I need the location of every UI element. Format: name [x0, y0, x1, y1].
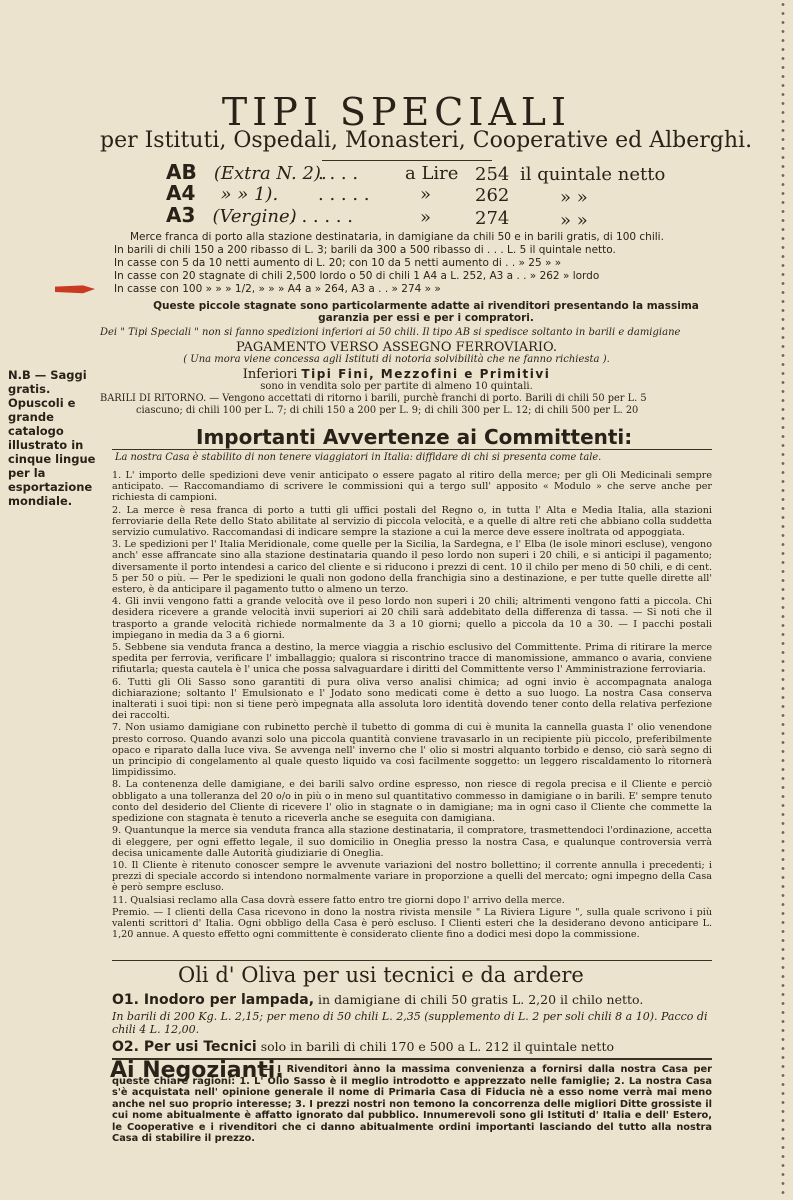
oli-item-1-line2: In barili di 200 Kg. L. 2,15; per meno di 50 chili L. 2,35 (supplemento di L. 2 per soli chili 8 a 10). Pacco di chili 4 L. 12,00. — [112, 1010, 708, 1036]
price-value: 262 — [475, 185, 510, 206]
negozianti-text: — I Rivenditori ànno la massima convenienza a fornirsi dalla nostra Casa per queste chiare ragioni: 1. L' Olio Sasso è il meglio introdotto e apprezzato nelle famiglie; 2. La nostra Casa s'è acquistata nell' opinione generale il nome di Primaria Casa di Fiducia nè a esso nome verrà mai meno anche nel suo proprio interesse; 3. I prezzi nostri non temono la concorrenza delle migliori Ditte grossiste il cui nome abitualmente è affatto ignorato dal pubblico. Innumerevoli sono gli Istituti d' Italia e dell' Estero, le Cooperative e i rivenditori che ci danno abitualmente ordini importanti lasciando del tutto alla nostra Casa di stabilire il prezzo. — [112, 1064, 712, 1144]
price-code: A3 — [166, 203, 196, 227]
inferiori-types: Tipi Fini, Mezzofini e Primitivi — [301, 367, 551, 381]
price-desc: (Extra N. 2). — [213, 163, 327, 184]
sidebar-note: N.B — Saggi gratis. Opuscoli e grande catalogo illustrato in cinque lingue per la esportazione mondiale. — [8, 368, 96, 508]
payment-line: PAGAMENTO VERSO ASSEGNO FERROVIARIO. — [235, 340, 558, 355]
negozianti-heading: Ai Negozianti. — [110, 1058, 284, 1083]
term-line: In casse con 20 stagnate di chili 2,500 lordo o 50 di chili 1 A4 a L. 252, A3 a . . » 262 » lordo — [114, 270, 600, 282]
price-desc: » » 1). — [220, 184, 279, 205]
price-code: AB — [166, 160, 197, 184]
inferiori-line — [0, 367, 793, 382]
payment-note: ( Una mora viene concessa agli Istituti di notoria solvibilità che ne fanno richiesta ). — [183, 354, 610, 365]
oli-item-2-title: O2. Per usi Tecnici — [112, 1039, 257, 1055]
avvertenza-item: 2. La merce è resa franca di porto a tutti gli uffici postali del Regno o, in tutta l' Alta e Media Italia, alla stazioni ferroviarie della Rete dello Stato abilitate al servizio di piccola velocità, e a quelle di altre reti che abbiano colla suddetta servizio cumulativo. Raccomandasi di indicare sempre la stazione a cui la merce deve essere inoltrata od appoggiata. — [112, 504, 712, 539]
price-dots: . . . . . . — [290, 206, 353, 227]
page-subtitle: per Istituti, Ospedali, Monasteri, Cooperative ed Alberghi. — [100, 128, 753, 153]
avvertenza-item: 1. L' importo delle spedizioni deve venir anticipato o essere pagato al ritiro della merce; per gli Oli Medicinali sempre anticipato. — Raccomandiamo di scrivere le commissioni qui a tergo sull' apposito « Modulo » che serve anche per richiesta di campioni. — [112, 470, 712, 504]
price-code: A4 — [166, 181, 196, 205]
term-line: In casse con 5 da 10 netti aumento di L. 20; con 10 da 5 netti aumento di . . » 25 » » — [114, 257, 562, 269]
price-dots: . . . . . — [318, 184, 370, 205]
avvertenza-item: 5. Sebbene sia venduta franca a destino, la merce viaggia a rischio esclusivo del Committente. Prima di ritirare la merce spedita per ferrovia, verificare l' imballaggio; qualora si riscontrino tracce di manomissione, ammanco o avaria, conviene rifiutarla; questa cautela è l' unica che possa salvaguardare i diritti del Committente verso l' Amministrazione ferroviaria. — [112, 642, 712, 676]
inferiori-note: sono in vendita solo per partite di almeno 10 quintali. — [260, 381, 533, 392]
page-title: TIPI SPECIALI — [221, 90, 572, 134]
price-unit: il quintale netto — [520, 164, 666, 185]
stagnate-note: Queste piccole stagnate sono particolarmente adatte ai rivenditori presentando la massima garanzia per essi e per i compratori. — [153, 300, 699, 324]
oli-item-2-text: solo in barili di chili 170 e 500 a L. 212 il quintale netto — [260, 1039, 615, 1054]
avvertenza-item: 8. La contenenza delle damigiane, e dei barili salvo ordine espresso, non riesce di regola precisa e il Cliente e perciò obbligato a una tolleranza del 20 o/o in più o in meno sul quantitativo commesso in damigiane o in barili. E' sempre tenuto conto del desiderio del Cliente di ricevere l' olio in stagnate o in damigiane; ma in ogni caso il Cliente che commette la spedizione con stagnata è tenuto a riceverla anche se eseguita con damigiana. — [112, 779, 712, 825]
price-row-a4 — [166, 181, 278, 205]
divider — [322, 160, 492, 161]
price-dots: . . . . — [318, 163, 359, 184]
barili-ritorno-2: ciascuno; di chili 100 per L. 7; di chili 150 a 200 per L. 9; di chili 300 per L. 12; di chili 500 per L. 20 — [136, 405, 639, 416]
oli-heading: Oli d' Oliva per usi tecnici e da ardere — [178, 963, 584, 987]
divider — [112, 449, 712, 450]
avvertenza-item: 6. Tutti gli Oli Sasso sono garantiti di pura oliva verso analisi chimica; ad ogni invio è accompagnata analoga dichiarazione; soltanto l' Emulsionato e l' Jodato sono medicati come è detto a suo luogo. La nostra Casa conserva inalterati i suoi tipi: non si tiene però impegnata alla assoluta loro identità dovendo tener conto della relativa perfezione dei raccolti. — [112, 676, 712, 722]
term-line: In casse con 100 » » » 1/2, » » » A4 a » 264, A3 a . . » 274 » » — [114, 283, 441, 295]
price-value: 254 — [475, 164, 510, 185]
price-unit: » » — [560, 187, 588, 208]
price-desc: (Vergine) — [212, 206, 297, 227]
barili-ritorno: BARILI DI RITORNO. — Vengono accettati di ritorno i barili, purchè franchi di porto. Barili di chili 50 per L. 5 — [100, 393, 647, 404]
oli-item-2 — [112, 1039, 614, 1055]
oli-item-1 — [112, 992, 643, 1008]
price-currency: a Lire — [405, 163, 459, 184]
perforated-edge — [781, 0, 785, 1200]
avvertenze-heading: Importanti Avvertenze ai Committenti: — [196, 425, 633, 449]
inferiori-label: Inferiori — [242, 367, 298, 382]
avvertenza-item: 10. Il Cliente è ritenuto conoscer sempre le avvenute variazioni del nostro bollettino; il corrente annulla i precedenti; i prezzi di speciale accordo si intendono normalmente variare in proporzione a quelli del mercato; ogni impegno della Casa è però sempre escluso. — [112, 859, 712, 894]
avvertenze-list — [112, 470, 712, 940]
price-row-a3 — [166, 203, 297, 227]
divider — [112, 960, 712, 961]
price-currency: » — [420, 184, 432, 205]
term-line: Merce franca di porto alla stazione destinataria, in damigiane da chili 50 e in barili gratis, di 100 chili. — [130, 231, 664, 243]
pointing-hand-icon — [55, 283, 95, 295]
price-unit: » » — [560, 210, 588, 231]
avvertenza-item: 7. Non usiamo damigiane con rubinetto perchè il tubetto di gomma di cui è munita la cannella guasta l' olio venendone presto corroso. Quando avanzi solo una piccola quantità conviene travasarlo in un recipiente più piccolo, preferibilmente opaco e riparato dalla luce viva. Se avvenga nell' inverno che l' olio si mostri alquanto torbido e denso, ciò sarà segno di un principio di congelamento al quale questo liquido va così facilmente soggetto: un leggero riscaldamento lo ritornerà limpidissimo. — [112, 722, 712, 779]
avvertenza-item: 4. Gli invii vengono fatti a grande velocità ove il peso lordo non superi i 20 chili; altrimenti vengono fatti a piccola. Chi desidera ricevere a grande velocità invii superiori ai 20 chili sarà addebitato della differenza di tassa. — Si noti che il trasporto a grande velocità richiede normalmente da 3 a 10 giorni; quello a piccola da 10 a 30. — I pacchi postali impiegano in media da 3 a 6 giorni. — [112, 596, 712, 641]
avvertenze-subheading: La nostra Casa è stabilito di non tenere viaggiatori in Italia: diffidare di chi si presenta come tale. — [115, 452, 602, 463]
shipping-note: Dei " Tipi Speciali " non si fanno spedizioni inferiori ai 50 chili. Il tipo AB si spedisce soltanto in barili e damigiane — [100, 327, 681, 338]
oli-item-1-text: in damigiane di chili 50 gratis L. 2,20 il chilo netto. — [318, 992, 644, 1007]
price-currency: » — [420, 207, 432, 228]
avvertenza-premio: Premio. — I clienti della Casa ricevono in dono la nostra rivista mensile " La Riviera Ligure ", sulla quale scrivono i più valenti scrittori d' Italia. Ogni obbligo della Casa è però escluso. I Clienti esteri che la desiderano devono anticipare L. 1,20 annue. A questo effetto ogni committente è considerato cliente fino a dodici mesi dopo la commissione. — [112, 906, 712, 941]
oli-item-1-title: O1. Inodoro per lampada, — [112, 992, 315, 1008]
avvertenza-item: 9. Quantunque la merce sia venduta franca alla stazione destinataria, il compratore, trasmettendoci l'ordinazione, accetta di eleggere, per ogni effetto legale, il suo domicilio in Oneglia presso la nostra Casa, e qualunque controversia verrà decisa unicamente dalle Autorità giudiziarie di Oneglia. — [112, 825, 712, 859]
term-line: In barili di chili 150 a 200 ribasso di L. 3; barili da 300 a 500 ribasso di . . . L. 5 il quintale netto. — [114, 244, 616, 256]
avvertenza-item: 3. Le spedizioni per l' Italia Meridionale, come quelle per la Sicilia, la Sardegna, e l' Elba (le isole minori escluse), vengono anch' esse affrancate sino alla stazione destinataria quando il peso lordo non superi i 20 chili, e si anticipi il pagamento; diversamente il porto intendesi a carico del cliente e si riducono i prezzi di cent. 10 il chilo per meno di 50 chili, e di cent. 5 per 50 o più. — Per le spedizioni le quali non godono della franchigia sino a destinazione, e per tutte quelle dirette all' estero, è da anticipare il pagamento tutto o almeno un terzo. — [112, 539, 712, 596]
price-value: 274 — [475, 208, 510, 229]
avvertenza-item: 11. Qualsiasi reclamo alla Casa dovrà essere fatto entro tre giorni dopo l' arrivo della merce. — [112, 894, 565, 906]
